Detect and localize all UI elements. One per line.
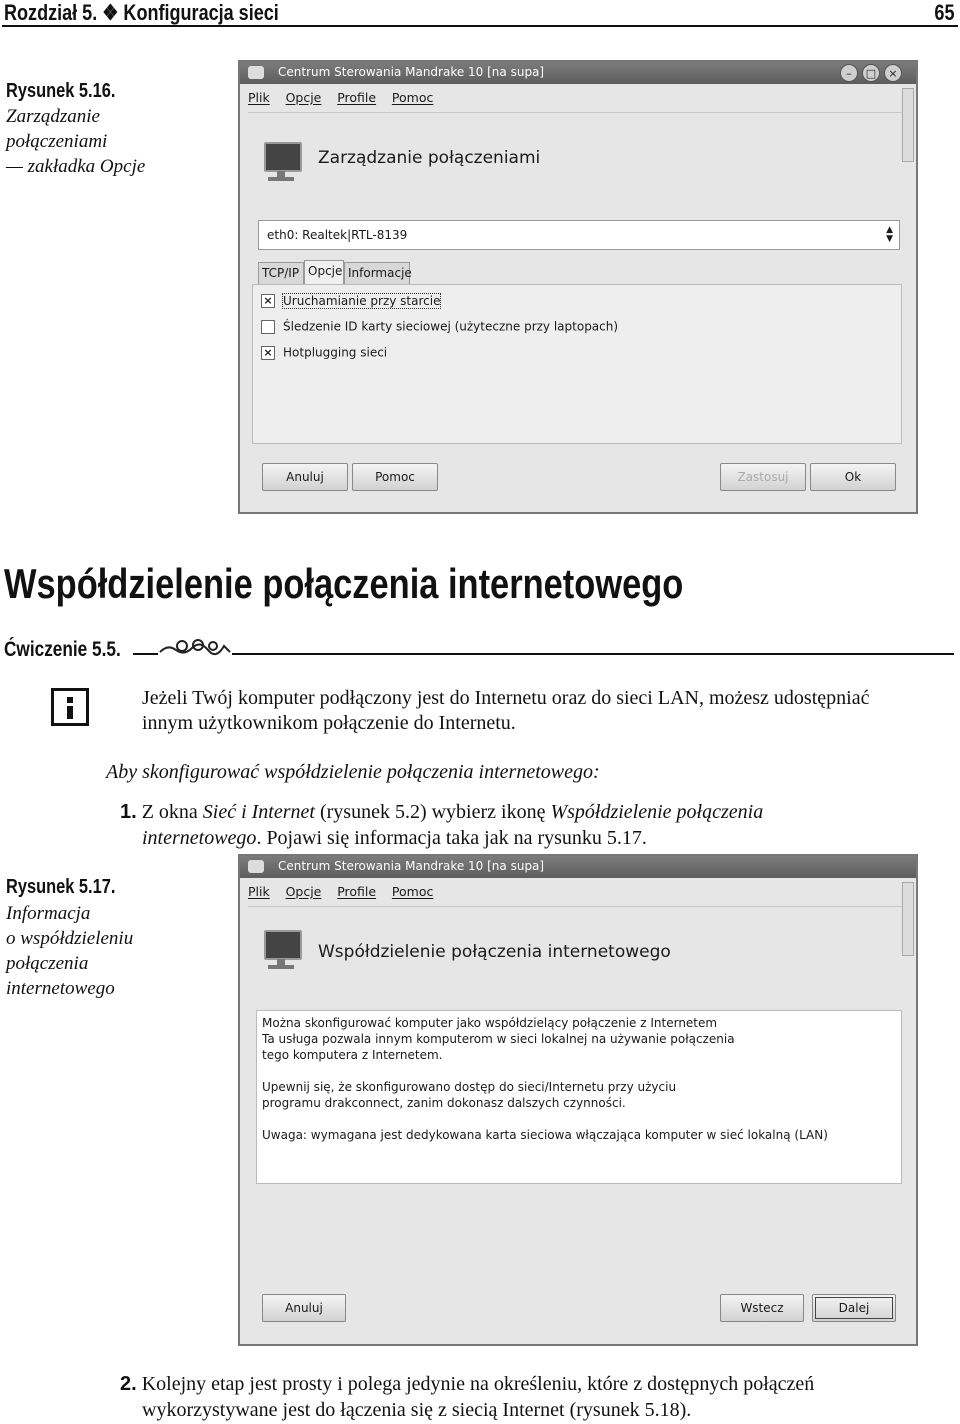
option-label: Uruchamianie przy starcie xyxy=(283,293,441,308)
info-icon xyxy=(51,688,89,726)
running-header-chapter: Rozdział 5. ❖ Konfiguracja sieci xyxy=(4,0,279,25)
info-line: Upewnij się, że skonfigurowano dostęp do sieci/Internetu przy użyciu xyxy=(262,1080,677,1094)
app-icon xyxy=(248,860,264,873)
minimize-icon[interactable]: – xyxy=(840,64,858,82)
menubar xyxy=(248,90,908,113)
figure-caption xyxy=(6,104,145,179)
network-manager-window xyxy=(238,60,918,514)
info-line: Uwaga: wymagana jest dedykowana karta sieciowa włączająca komputer w sieć lokalną (LAN) xyxy=(262,1128,828,1142)
window-heading: Współdzielenie połączenia internetowego xyxy=(318,942,671,962)
caption-line: połączenia xyxy=(6,953,89,974)
step-text: . Pojawi się informacja taka jak na rysunku 5.17. xyxy=(256,827,647,849)
menu-profiles[interactable]: Profile xyxy=(337,90,377,105)
app-icon xyxy=(248,66,264,79)
checkbox[interactable]: × xyxy=(261,346,275,360)
caption-line: Informacja xyxy=(6,903,91,924)
checkbox[interactable]: × xyxy=(261,294,275,308)
menu-options[interactable]: Opcje xyxy=(285,90,322,105)
apply-button[interactable]: Zastosuj xyxy=(720,463,806,491)
option-label: Hotplugging sieci xyxy=(283,345,388,360)
ornament-icon xyxy=(158,636,232,660)
window-titlebar xyxy=(240,856,916,878)
exercise-label: Ćwiczenie 5.5. xyxy=(4,638,121,661)
tab-information[interactable]: Informacje xyxy=(344,262,410,284)
window-heading: Zarządzanie połączeniami xyxy=(318,148,541,168)
tip-line: Jeżeli Twój komputer podłączony jest do Internetu oraz do sieci LAN, możesz udostępniać xyxy=(142,687,870,709)
page-number: 65 xyxy=(933,0,954,25)
step-text: (rysunek 5.2) wybierz ikonę xyxy=(314,801,551,823)
header-rule xyxy=(2,25,958,27)
step-text: Z okna xyxy=(141,801,203,823)
step-2-cont: wykorzystywane jest do łączenia się z siecią Internet (rysunek 5.18). xyxy=(142,1399,692,1421)
step-number: 1. xyxy=(120,801,137,823)
step-2 xyxy=(120,1372,814,1397)
window-title: Centrum Sterowania Mandrake 10 [na supa] xyxy=(278,65,545,79)
cancel-button[interactable]: Anuluj xyxy=(262,1294,346,1322)
step-text-em: internetowego xyxy=(142,827,257,849)
menu-help[interactable]: Pomoc xyxy=(391,90,434,105)
tip-text xyxy=(142,686,869,736)
maximize-icon[interactable]: □ xyxy=(862,64,880,82)
spin-arrows-icon[interactable]: ▲ ▼ xyxy=(886,225,893,244)
network-sharing-icon xyxy=(258,926,304,972)
menu-help[interactable]: Pomoc xyxy=(391,884,434,899)
step-text: Kolejny etap jest prosty i polega jedynie na określeniu, które z dostępnych połączeń xyxy=(141,1373,815,1395)
tip-line: innym użytkownikom połączenie do Internetu. xyxy=(142,712,516,734)
scrollbar[interactable] xyxy=(902,88,914,162)
window-titlebar xyxy=(240,62,916,84)
caption-line: połączeniami xyxy=(6,131,108,152)
menu-profiles[interactable]: Profile xyxy=(337,884,377,899)
tab-tcpip[interactable]: TCP/IP xyxy=(258,262,304,284)
section-title: Współdzielenie połączenia internetowego xyxy=(4,560,684,607)
info-line: tego komputera z Internetem. xyxy=(262,1048,443,1062)
step-text-em: Sieć i Internet xyxy=(202,801,315,823)
menu-file[interactable]: Plik xyxy=(248,90,270,105)
help-button[interactable]: Pomoc xyxy=(352,463,438,491)
caption-line: — zakładka Opcje xyxy=(6,156,146,177)
step-1 xyxy=(120,800,763,825)
options-panel xyxy=(252,284,902,444)
figure-label: Rysunek 5.16. xyxy=(6,80,116,102)
interface-select[interactable] xyxy=(258,220,900,250)
caption-line: o współdzieleniu xyxy=(6,928,134,949)
interface-select-value: eth0: Realtek|RTL-8139 xyxy=(267,228,408,242)
caption-line: internetowego xyxy=(6,978,115,999)
instruction: Aby skonfigurować współdzielenie połączenia internetowego: xyxy=(106,761,600,783)
figure-caption xyxy=(6,901,133,1001)
option-track-card-id[interactable] xyxy=(261,319,618,334)
option-start-at-boot[interactable] xyxy=(261,293,440,308)
network-connections-icon xyxy=(258,138,304,184)
info-panel xyxy=(256,1010,902,1184)
step-1-cont xyxy=(142,826,647,851)
option-label: Śledzenie ID karty sieciowej (użyteczne przy laptopach) xyxy=(283,319,619,334)
exercise-rule xyxy=(133,653,954,655)
menu-file[interactable]: Plik xyxy=(248,884,270,899)
tab-options[interactable]: Opcje xyxy=(304,260,344,284)
info-line: Można skonfigurować komputer jako współdzielący połączenie z Internetem xyxy=(262,1016,718,1030)
info-line: Ta usługa pozwala innym komputerom w sieci lokalnej na używanie połączenia xyxy=(262,1032,735,1046)
next-button[interactable]: Dalej xyxy=(812,1294,896,1322)
menu-options[interactable]: Opcje xyxy=(285,884,322,899)
connection-sharing-window xyxy=(238,854,918,1346)
window-title: Centrum Sterowania Mandrake 10 [na supa] xyxy=(278,859,545,873)
info-line: programu drakconnect, zanim dokonasz dalszych czynności. xyxy=(262,1096,626,1110)
figure-label: Rysunek 5.17. xyxy=(6,876,116,898)
close-icon[interactable]: × xyxy=(884,64,902,82)
scrollbar[interactable] xyxy=(902,882,914,956)
back-button[interactable]: Wstecz xyxy=(720,1294,804,1322)
step-text-em: Współdzielenie połączenia xyxy=(550,801,764,823)
cancel-button[interactable]: Anuluj xyxy=(262,463,348,491)
option-hotplugging[interactable] xyxy=(261,345,387,360)
checkbox[interactable] xyxy=(261,320,275,334)
menubar xyxy=(248,884,908,907)
caption-line: Zarządzanie xyxy=(6,106,100,127)
step-number: 2. xyxy=(120,1373,137,1395)
ok-button[interactable]: Ok xyxy=(810,463,896,491)
